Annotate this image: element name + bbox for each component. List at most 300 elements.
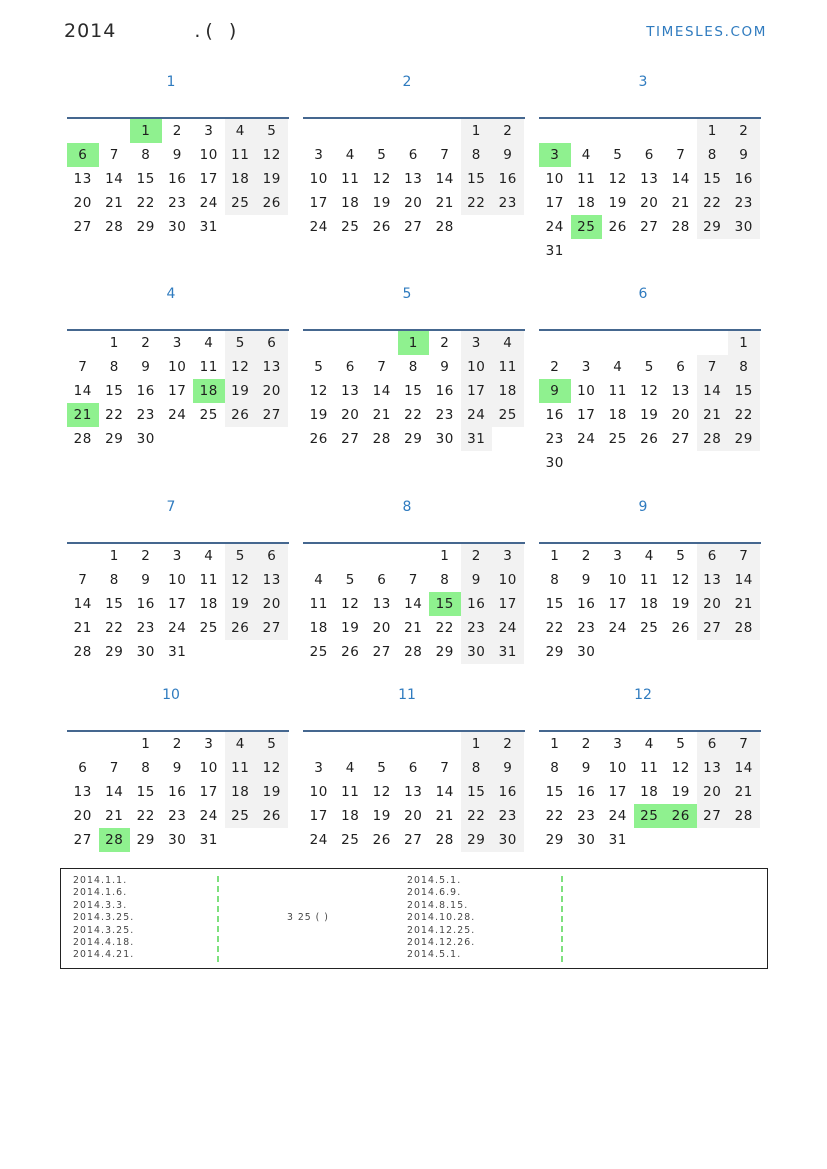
holiday-day-cell[interactable]: 25: [634, 804, 666, 828]
day-cell[interactable]: 20: [73, 195, 92, 211]
day-cell[interactable]: 20: [671, 407, 690, 423]
day-cell[interactable]: 22: [105, 620, 124, 636]
day-cell[interactable]: 28: [372, 431, 391, 447]
day-cell[interactable]: 3: [461, 331, 493, 355]
day-cell[interactable]: 13: [341, 383, 360, 399]
day-cell[interactable]: 11: [341, 171, 360, 187]
day-cell[interactable]: 29: [728, 427, 760, 451]
day-cell[interactable]: 5: [345, 572, 355, 588]
day-cell[interactable]: 3: [492, 544, 524, 568]
day-cell[interactable]: 10: [168, 359, 187, 375]
day-cell[interactable]: 28: [697, 427, 729, 451]
day-cell[interactable]: 5: [644, 359, 654, 375]
day-cell[interactable]: 26: [225, 616, 257, 640]
day-cell[interactable]: 26: [640, 431, 659, 447]
day-cell[interactable]: 25: [225, 804, 257, 828]
day-cell[interactable]: 12: [225, 568, 257, 592]
day-cell[interactable]: 7: [78, 359, 88, 375]
day-cell[interactable]: 6: [644, 147, 654, 163]
day-cell[interactable]: 12: [256, 756, 288, 780]
day-cell[interactable]: 30: [728, 215, 760, 239]
day-cell[interactable]: 21: [404, 620, 423, 636]
day-cell[interactable]: 23: [435, 407, 454, 423]
day-cell[interactable]: 14: [73, 596, 92, 612]
day-cell[interactable]: 18: [309, 620, 328, 636]
day-cell[interactable]: 17: [168, 596, 187, 612]
day-cell[interactable]: 26: [372, 219, 391, 235]
day-cell[interactable]: 28: [73, 431, 92, 447]
day-cell[interactable]: 11: [608, 383, 627, 399]
day-cell[interactable]: 27: [73, 832, 92, 848]
day-cell[interactable]: 24: [199, 195, 218, 211]
day-cell[interactable]: 1: [109, 335, 119, 351]
day-cell[interactable]: 7: [676, 147, 686, 163]
day-cell[interactable]: 1: [461, 119, 493, 143]
day-cell[interactable]: 19: [225, 592, 257, 616]
day-cell[interactable]: 4: [225, 119, 257, 143]
holiday-day-cell[interactable]: 15: [429, 592, 461, 616]
day-cell[interactable]: 5: [377, 147, 387, 163]
day-cell[interactable]: 17: [309, 195, 328, 211]
day-cell[interactable]: 13: [404, 784, 423, 800]
day-cell[interactable]: 14: [105, 171, 124, 187]
day-cell[interactable]: 2: [728, 119, 760, 143]
day-cell[interactable]: 7: [440, 147, 450, 163]
day-cell[interactable]: 7: [109, 147, 119, 163]
day-cell[interactable]: 21: [671, 195, 690, 211]
day-cell[interactable]: 2: [172, 736, 182, 752]
day-cell[interactable]: 4: [204, 548, 214, 564]
day-cell[interactable]: 29: [404, 431, 423, 447]
day-cell[interactable]: 7: [697, 355, 729, 379]
holiday-day-cell[interactable]: 26: [665, 804, 697, 828]
day-cell[interactable]: 29: [697, 215, 729, 239]
day-cell[interactable]: 15: [105, 383, 124, 399]
day-cell[interactable]: 17: [545, 195, 564, 211]
day-cell[interactable]: 3: [314, 760, 324, 776]
day-cell[interactable]: 26: [309, 431, 328, 447]
day-cell[interactable]: 19: [372, 195, 391, 211]
day-cell[interactable]: 24: [577, 431, 596, 447]
day-cell[interactable]: 16: [577, 784, 596, 800]
day-cell[interactable]: 10: [199, 760, 218, 776]
day-cell[interactable]: 2: [492, 732, 524, 756]
day-cell[interactable]: 5: [613, 147, 623, 163]
day-cell[interactable]: 16: [461, 592, 493, 616]
day-cell[interactable]: 14: [671, 171, 690, 187]
day-cell[interactable]: 27: [256, 616, 288, 640]
day-cell[interactable]: 13: [697, 756, 729, 780]
day-cell[interactable]: 30: [168, 219, 187, 235]
day-cell[interactable]: 6: [256, 331, 288, 355]
day-cell[interactable]: 18: [199, 596, 218, 612]
day-cell[interactable]: 28: [671, 219, 690, 235]
holiday-day-cell[interactable]: 18: [193, 379, 225, 403]
day-cell[interactable]: 14: [73, 383, 92, 399]
day-cell[interactable]: 23: [168, 808, 187, 824]
day-cell[interactable]: 8: [408, 359, 418, 375]
day-cell[interactable]: 6: [345, 359, 355, 375]
day-cell[interactable]: 15: [461, 780, 493, 804]
day-cell[interactable]: 24: [545, 219, 564, 235]
day-cell[interactable]: 27: [404, 832, 423, 848]
day-cell[interactable]: 30: [492, 828, 524, 852]
day-cell[interactable]: 9: [172, 760, 182, 776]
day-cell[interactable]: 21: [697, 403, 729, 427]
day-cell[interactable]: 28: [435, 219, 454, 235]
day-cell[interactable]: 13: [640, 171, 659, 187]
day-cell[interactable]: 14: [728, 756, 760, 780]
day-cell[interactable]: 8: [550, 572, 560, 588]
day-cell[interactable]: 1: [728, 331, 760, 355]
day-cell[interactable]: 23: [728, 191, 760, 215]
day-cell[interactable]: 2: [141, 548, 151, 564]
day-cell[interactable]: 2: [172, 123, 182, 139]
day-cell[interactable]: 12: [372, 171, 391, 187]
day-cell[interactable]: 4: [581, 147, 591, 163]
day-cell[interactable]: 23: [136, 407, 155, 423]
day-cell[interactable]: 25: [199, 620, 218, 636]
day-cell[interactable]: 14: [697, 379, 729, 403]
day-cell[interactable]: 3: [172, 548, 182, 564]
day-cell[interactable]: 5: [225, 544, 257, 568]
day-cell[interactable]: 29: [136, 219, 155, 235]
day-cell[interactable]: 26: [256, 191, 288, 215]
day-cell[interactable]: 7: [78, 572, 88, 588]
day-cell[interactable]: 29: [435, 644, 454, 660]
holiday-day-cell[interactable]: 6: [67, 143, 99, 167]
day-cell[interactable]: 16: [492, 780, 524, 804]
day-cell[interactable]: 31: [545, 243, 564, 259]
day-cell[interactable]: 20: [341, 407, 360, 423]
day-cell[interactable]: 8: [550, 760, 560, 776]
day-cell[interactable]: 22: [404, 407, 423, 423]
day-cell[interactable]: 19: [256, 167, 288, 191]
day-cell[interactable]: 21: [73, 620, 92, 636]
day-cell[interactable]: 15: [697, 167, 729, 191]
day-cell[interactable]: 8: [728, 355, 760, 379]
day-cell[interactable]: 27: [640, 219, 659, 235]
day-cell[interactable]: 16: [545, 407, 564, 423]
day-cell[interactable]: 3: [204, 736, 214, 752]
day-cell[interactable]: 1: [550, 736, 560, 752]
day-cell[interactable]: 18: [225, 167, 257, 191]
day-cell[interactable]: 22: [435, 620, 454, 636]
day-cell[interactable]: 13: [697, 568, 729, 592]
day-cell[interactable]: 15: [461, 167, 493, 191]
day-cell[interactable]: 27: [341, 431, 360, 447]
day-cell[interactable]: 22: [461, 804, 493, 828]
day-cell[interactable]: 16: [168, 784, 187, 800]
day-cell[interactable]: 4: [345, 147, 355, 163]
day-cell[interactable]: 28: [105, 219, 124, 235]
day-cell[interactable]: 15: [404, 383, 423, 399]
day-cell[interactable]: 13: [73, 171, 92, 187]
day-cell[interactable]: 31: [199, 219, 218, 235]
day-cell[interactable]: 11: [199, 572, 218, 588]
day-cell[interactable]: 12: [640, 383, 659, 399]
holiday-day-cell[interactable]: 28: [99, 828, 131, 852]
holiday-day-cell[interactable]: 3: [539, 143, 571, 167]
day-cell[interactable]: 27: [404, 219, 423, 235]
day-cell[interactable]: 28: [404, 644, 423, 660]
day-cell[interactable]: 19: [671, 784, 690, 800]
day-cell[interactable]: 5: [676, 548, 686, 564]
day-cell[interactable]: 12: [671, 572, 690, 588]
day-cell[interactable]: 13: [256, 568, 288, 592]
day-cell[interactable]: 8: [109, 572, 119, 588]
holiday-day-cell[interactable]: 25: [571, 215, 603, 239]
day-cell[interactable]: 31: [461, 427, 493, 451]
day-cell[interactable]: 29: [461, 828, 493, 852]
day-cell[interactable]: 2: [492, 119, 524, 143]
day-cell[interactable]: 4: [225, 732, 257, 756]
day-cell[interactable]: 20: [640, 195, 659, 211]
day-cell[interactable]: 2: [461, 544, 493, 568]
day-cell[interactable]: 8: [697, 143, 729, 167]
holiday-day-cell[interactable]: 1: [130, 119, 162, 143]
day-cell[interactable]: 6: [697, 544, 729, 568]
day-cell[interactable]: 16: [168, 171, 187, 187]
day-cell[interactable]: 9: [461, 568, 493, 592]
day-cell[interactable]: 9: [728, 143, 760, 167]
day-cell[interactable]: 2: [141, 335, 151, 351]
day-cell[interactable]: 22: [105, 407, 124, 423]
day-cell[interactable]: 10: [577, 383, 596, 399]
day-cell[interactable]: 31: [199, 832, 218, 848]
day-cell[interactable]: 3: [613, 736, 623, 752]
day-cell[interactable]: 20: [256, 379, 288, 403]
day-cell[interactable]: 25: [640, 620, 659, 636]
day-cell[interactable]: 1: [141, 736, 151, 752]
day-cell[interactable]: 12: [372, 784, 391, 800]
day-cell[interactable]: 30: [136, 644, 155, 660]
day-cell[interactable]: 22: [545, 808, 564, 824]
day-cell[interactable]: 14: [105, 784, 124, 800]
day-cell[interactable]: 15: [136, 784, 155, 800]
day-cell[interactable]: 19: [671, 596, 690, 612]
day-cell[interactable]: 7: [728, 732, 760, 756]
day-cell[interactable]: 11: [640, 760, 659, 776]
day-cell[interactable]: 26: [225, 403, 257, 427]
day-cell[interactable]: 23: [168, 195, 187, 211]
day-cell[interactable]: 3: [172, 335, 182, 351]
day-cell[interactable]: 1: [109, 548, 119, 564]
day-cell[interactable]: 18: [640, 596, 659, 612]
day-cell[interactable]: 19: [640, 407, 659, 423]
day-cell[interactable]: 2: [581, 736, 591, 752]
day-cell[interactable]: 27: [697, 616, 729, 640]
day-cell[interactable]: 17: [492, 592, 524, 616]
day-cell[interactable]: 20: [73, 808, 92, 824]
day-cell[interactable]: 21: [728, 780, 760, 804]
day-cell[interactable]: 10: [545, 171, 564, 187]
day-cell[interactable]: 15: [105, 596, 124, 612]
day-cell[interactable]: 27: [697, 804, 729, 828]
day-cell[interactable]: 29: [545, 644, 564, 660]
day-cell[interactable]: 16: [492, 167, 524, 191]
day-cell[interactable]: 30: [435, 431, 454, 447]
day-cell[interactable]: 14: [728, 568, 760, 592]
day-cell[interactable]: 3: [204, 123, 214, 139]
day-cell[interactable]: 27: [256, 403, 288, 427]
day-cell[interactable]: 18: [341, 195, 360, 211]
day-cell[interactable]: 21: [435, 195, 454, 211]
day-cell[interactable]: 24: [492, 616, 524, 640]
day-cell[interactable]: 23: [577, 620, 596, 636]
day-cell[interactable]: 16: [136, 596, 155, 612]
day-cell[interactable]: 16: [577, 596, 596, 612]
day-cell[interactable]: 5: [377, 760, 387, 776]
day-cell[interactable]: 18: [608, 407, 627, 423]
day-cell[interactable]: 15: [728, 379, 760, 403]
day-cell[interactable]: 4: [644, 548, 654, 564]
day-cell[interactable]: 10: [608, 760, 627, 776]
day-cell[interactable]: 7: [440, 760, 450, 776]
day-cell[interactable]: 13: [372, 596, 391, 612]
day-cell[interactable]: 3: [581, 359, 591, 375]
day-cell[interactable]: 22: [697, 191, 729, 215]
day-cell[interactable]: 16: [136, 383, 155, 399]
day-cell[interactable]: 29: [136, 832, 155, 848]
day-cell[interactable]: 22: [728, 403, 760, 427]
day-cell[interactable]: 17: [309, 808, 328, 824]
day-cell[interactable]: 30: [461, 640, 493, 664]
day-cell[interactable]: 29: [545, 832, 564, 848]
day-cell[interactable]: 18: [225, 780, 257, 804]
day-cell[interactable]: 14: [404, 596, 423, 612]
day-cell[interactable]: 24: [309, 832, 328, 848]
day-cell[interactable]: 9: [172, 147, 182, 163]
day-cell[interactable]: 24: [168, 407, 187, 423]
day-cell[interactable]: 1: [461, 732, 493, 756]
day-cell[interactable]: 26: [608, 219, 627, 235]
day-cell[interactable]: 6: [697, 732, 729, 756]
day-cell[interactable]: 19: [225, 379, 257, 403]
day-cell[interactable]: 14: [435, 784, 454, 800]
day-cell[interactable]: 13: [671, 383, 690, 399]
day-cell[interactable]: 22: [136, 808, 155, 824]
day-cell[interactable]: 12: [341, 596, 360, 612]
day-cell[interactable]: 14: [435, 171, 454, 187]
day-cell[interactable]: 19: [341, 620, 360, 636]
day-cell[interactable]: 24: [608, 808, 627, 824]
day-cell[interactable]: 5: [314, 359, 324, 375]
day-cell[interactable]: 24: [461, 403, 493, 427]
day-cell[interactable]: 30: [136, 431, 155, 447]
day-cell[interactable]: 19: [372, 808, 391, 824]
day-cell[interactable]: 15: [545, 784, 564, 800]
day-cell[interactable]: 25: [309, 644, 328, 660]
day-cell[interactable]: 28: [73, 644, 92, 660]
day-cell[interactable]: 21: [105, 195, 124, 211]
day-cell[interactable]: 23: [461, 616, 493, 640]
day-cell[interactable]: 7: [408, 572, 418, 588]
day-cell[interactable]: 11: [225, 143, 257, 167]
day-cell[interactable]: 7: [109, 760, 119, 776]
day-cell[interactable]: 25: [225, 191, 257, 215]
day-cell[interactable]: 10: [492, 568, 524, 592]
day-cell[interactable]: 24: [199, 808, 218, 824]
day-cell[interactable]: 7: [377, 359, 387, 375]
day-cell[interactable]: 27: [671, 431, 690, 447]
day-cell[interactable]: 9: [492, 143, 524, 167]
day-cell[interactable]: 21: [105, 808, 124, 824]
day-cell[interactable]: 20: [404, 808, 423, 824]
day-cell[interactable]: 10: [168, 572, 187, 588]
day-cell[interactable]: 25: [341, 832, 360, 848]
day-cell[interactable]: 19: [608, 195, 627, 211]
day-cell[interactable]: 30: [545, 455, 564, 471]
day-cell[interactable]: 25: [199, 407, 218, 423]
day-cell[interactable]: 26: [256, 804, 288, 828]
day-cell[interactable]: 31: [608, 832, 627, 848]
day-cell[interactable]: 18: [341, 808, 360, 824]
day-cell[interactable]: 30: [168, 832, 187, 848]
day-cell[interactable]: 12: [309, 383, 328, 399]
day-cell[interactable]: 23: [492, 804, 524, 828]
day-cell[interactable]: 5: [256, 732, 288, 756]
day-cell[interactable]: 25: [608, 431, 627, 447]
day-cell[interactable]: 20: [697, 780, 729, 804]
day-cell[interactable]: 8: [109, 359, 119, 375]
day-cell[interactable]: 28: [728, 616, 760, 640]
day-cell[interactable]: 20: [404, 195, 423, 211]
day-cell[interactable]: 2: [440, 335, 450, 351]
day-cell[interactable]: 23: [577, 808, 596, 824]
day-cell[interactable]: 30: [577, 644, 596, 660]
day-cell[interactable]: 4: [613, 359, 623, 375]
day-cell[interactable]: 10: [461, 355, 493, 379]
day-cell[interactable]: 12: [256, 143, 288, 167]
day-cell[interactable]: 23: [136, 620, 155, 636]
day-cell[interactable]: 5: [256, 119, 288, 143]
day-cell[interactable]: 20: [697, 592, 729, 616]
day-cell[interactable]: 26: [372, 832, 391, 848]
day-cell[interactable]: 6: [408, 760, 418, 776]
day-cell[interactable]: 31: [168, 644, 187, 660]
day-cell[interactable]: 11: [492, 355, 524, 379]
day-cell[interactable]: 6: [377, 572, 387, 588]
day-cell[interactable]: 28: [435, 832, 454, 848]
day-cell[interactable]: 28: [728, 804, 760, 828]
day-cell[interactable]: 4: [492, 331, 524, 355]
day-cell[interactable]: 9: [440, 359, 450, 375]
day-cell[interactable]: 25: [492, 403, 524, 427]
day-cell[interactable]: 18: [492, 379, 524, 403]
day-cell[interactable]: 10: [309, 171, 328, 187]
day-cell[interactable]: 7: [728, 544, 760, 568]
day-cell[interactable]: 20: [256, 592, 288, 616]
day-cell[interactable]: 24: [608, 620, 627, 636]
day-cell[interactable]: 26: [341, 644, 360, 660]
day-cell[interactable]: 8: [440, 572, 450, 588]
day-cell[interactable]: 9: [492, 756, 524, 780]
day-cell[interactable]: 18: [577, 195, 596, 211]
day-cell[interactable]: 4: [204, 335, 214, 351]
day-cell[interactable]: 11: [225, 756, 257, 780]
day-cell[interactable]: 26: [671, 620, 690, 636]
day-cell[interactable]: 10: [608, 572, 627, 588]
day-cell[interactable]: 24: [309, 219, 328, 235]
day-cell[interactable]: 19: [309, 407, 328, 423]
day-cell[interactable]: 8: [461, 756, 493, 780]
day-cell[interactable]: 21: [728, 592, 760, 616]
day-cell[interactable]: 4: [314, 572, 324, 588]
day-cell[interactable]: 11: [640, 572, 659, 588]
day-cell[interactable]: 1: [697, 119, 729, 143]
day-cell[interactable]: 9: [581, 760, 591, 776]
